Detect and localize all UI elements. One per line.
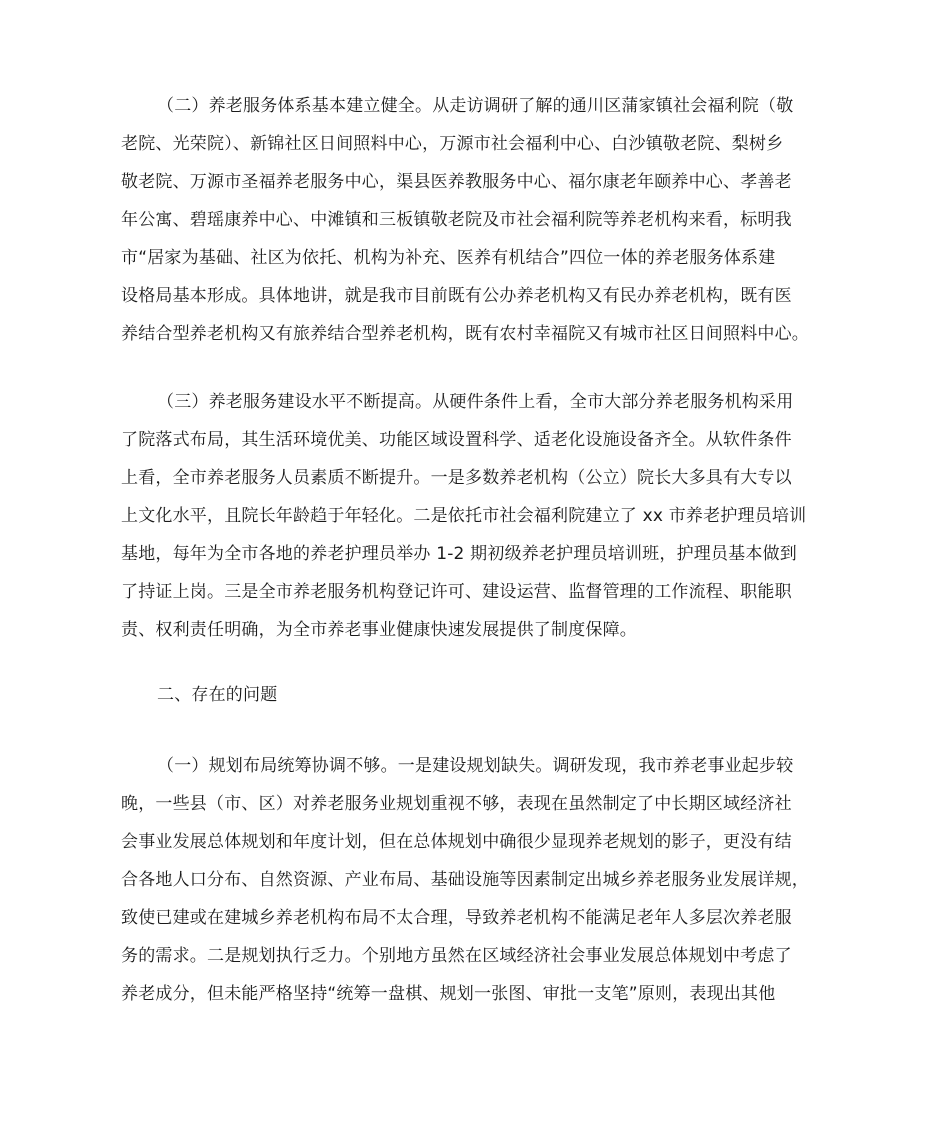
paragraph-service-level [121,383,833,649]
paragraph-line: 合各地人口分布、自然资源、产业布局、基础设施等因素制定出城乡养老服务业发展详规， [121,870,809,890]
paragraph-line: 了院落式布局，其生活环境优美、功能区域设置科学、适老化设施设备齐全。从软件条件 [121,430,792,450]
paragraph-line: 基地，每年为全市各地的养老护理员举办 1-2 期初级养老护理员培训班，护理员基本做到 [121,544,797,564]
paragraph-line: 市“居家为基础、社区为依托、机构为补充、医养有机结合”四位一体的养老服务体系建 [121,248,776,268]
paragraph-line: 养结合型养老机构又有旅养结合型养老机构，既有农村幸福院又有城市社区日间照料中心。 [121,324,809,344]
paragraph-line: 会事业发展总体规划和年度计划，但在总体规划中确很少显现养老规划的影子，更没有结 [121,832,792,852]
paragraph-elderly-service-system [121,87,833,353]
paragraph-line: 年公寓、碧瑶康养中心、中滩镇和三板镇敬老院及市社会福利院等养老机构来看，标明我 [121,210,792,230]
paragraph-line: （三）养老服务建设水平不断提高。从硬件条件上看，全市大部分养老服务机构采用 [157,392,794,412]
paragraph-line: 致使已建或在建城乡养老机构布局不太合理，导致养老机构不能满足老年人多层次养老服 [121,908,792,928]
paragraph-line: 敬老院、万源市圣福养老服务中心，渠县医养教服务中心、福尔康老年颐养中心、孝善老 [121,172,792,192]
paragraph-line: 设格局基本形成。具体地讲，就是我市目前既有公办养老机构又有民办养老机构，既有医 [121,286,792,306]
paragraph-planning-layout [121,747,833,1013]
paragraph-line: 上文化水平，且院长年龄趋于年轻化。二是依托市社会福利院建立了 xx 市养老护理员培训 [121,506,807,526]
paragraph-line: 晚，一些县（市、区）对养老服务业规划重视不够，表现在虽然制定了中长期区域经济社 [121,794,792,814]
paragraph-line: 老院、光荣院）、新锦社区日间照料中心，万源市社会福利中心、白沙镇敬老院、梨树乡 [121,134,784,154]
paragraph-line: 上看，全市养老服务人员素质不断提升。一是多数养老机构（公立）院长大多具有大专以 [121,468,792,488]
paragraph-line: 务的需求。二是规划执行乏力。个别地方虽然在区域经济社会事业发展总体规划中考虑了 [121,946,792,966]
section-heading [121,676,833,714]
section-heading-text: 二、存在的问题 [157,685,278,705]
paragraph-line: （一）规划布局统筹协调不够。一是建设规划缺失。调研发现，我市养老事业起步较 [157,756,794,776]
paragraph-line: 责、权利责任明确，为全市养老事业健康快速发展提供了制度保障。 [121,620,637,640]
paragraph-line: （二）养老服务体系基本建立健全。从走访调研了解的通川区蒲家镇社会福利院（敬 [157,96,794,116]
paragraph-line: 养老成分，但未能严格坚持“统筹一盘棋、规划一张图、审批一支笔”原则，表现出其他 [121,984,776,1004]
paragraph-line: 了持证上岗。三是全市养老服务机构登记许可、建设运营、监督管理的工作流程、职能职 [121,582,792,602]
